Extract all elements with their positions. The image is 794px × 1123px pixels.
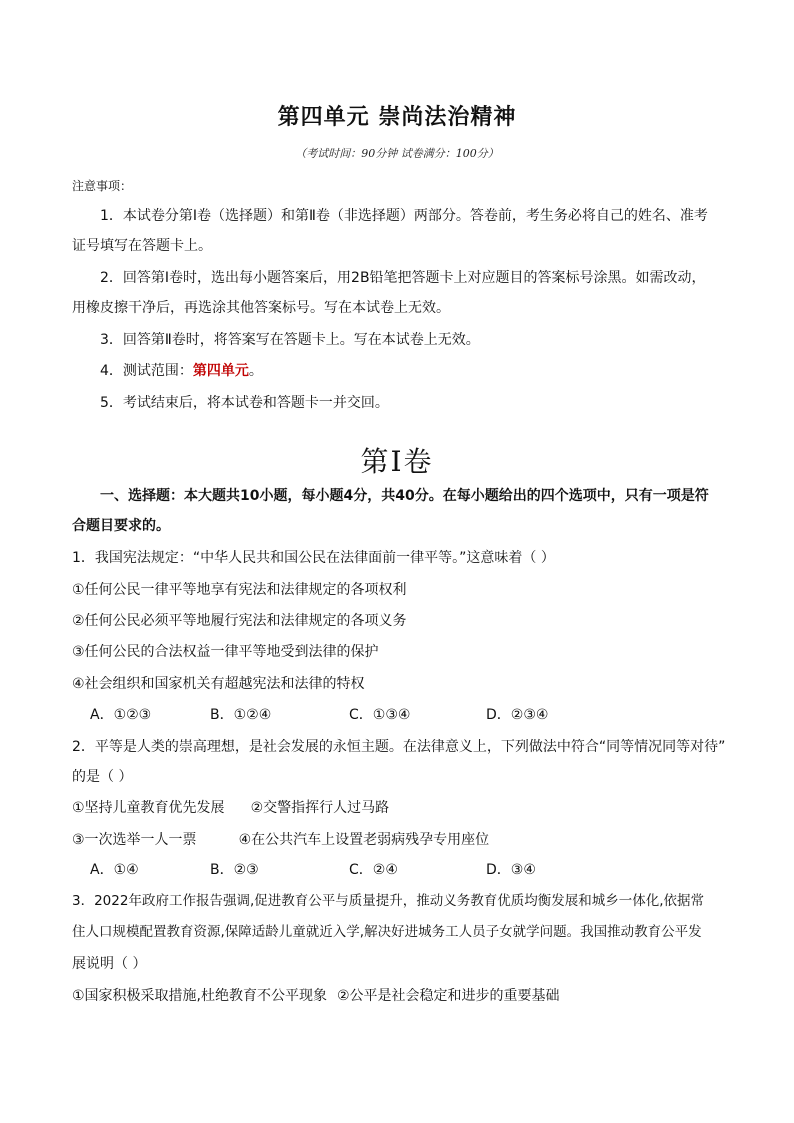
q1-statement-3: ③任何公民的合法权益一律平等地受到法律的保护 [72, 644, 379, 660]
section-title: 第Ⅰ卷 [360, 445, 434, 478]
q2-stem-b: 的是（ ） [72, 769, 133, 785]
q1-statement-2: ②任何公民必须平等地履行宪法和法律规定的各项义务 [72, 613, 407, 629]
q2-option-d: D．③④ [486, 862, 536, 878]
q2-option-c: C．②④ [349, 862, 398, 878]
note-2b: 用橡皮擦干净后，再选涂其他答案标号。写在本试卷上无效。 [72, 300, 450, 316]
q3-statement-2: ②公平是社会稳定和进步的重要基础 [337, 988, 560, 1004]
q1-option-a: A．①②③ [90, 707, 152, 723]
q2-statement-2: ②交警指挥行人过马路 [250, 800, 390, 816]
q1-statement-1: ①任何公民一律平等地享有宪法和法律规定的各项权利 [72, 582, 407, 598]
q3-statement-1: ①国家积极采取措施,杜绝教育不公平现象 [72, 988, 327, 1004]
section-instruction-a: 一、选择题：本大题共10小题，每小题4分，共40分。在每小题给出的四个选项中，只有一项是符 [100, 488, 709, 504]
note-4 [100, 361, 728, 381]
note-4-prefix: 4．测试范围： [100, 363, 193, 379]
exam-info: （考试时间：90分钟 试卷满分：100分） [295, 147, 499, 160]
note-1a: 1．本试卷分第Ⅰ卷（选择题）和第Ⅱ卷（非选择题）两部分。答卷前，考生务必将自己的姓名、准考 [100, 208, 708, 224]
q2-option-b: B．②③ [210, 862, 259, 878]
note-4-suffix: 。 [248, 363, 263, 379]
q2-statements-row-2 [72, 830, 728, 850]
note-2a: 2．回答第Ⅰ卷时，选出每小题答案后，用2B铅笔把答题卡上对应题目的答案标号涂黑。如需改动， [100, 270, 706, 286]
q1-stem: 1．我国宪法规定：“中华人民共和国公民在法律面前一律平等。”这意味着（ ） [72, 550, 555, 566]
q3-statements-row-1 [72, 986, 728, 1006]
q1-option-c: C．①③④ [349, 707, 411, 723]
q2-statement-4: ④在公共汽车上设置老弱病残孕专用座位 [238, 832, 490, 848]
note-5: 5．考试结束后，将本试卷和答题卡一并交回。 [100, 395, 389, 411]
q1-statement-4: ④社会组织和国家机关有超越宪法和法律的特权 [72, 676, 365, 692]
notes-heading: 注意事项： [72, 179, 133, 193]
test-scope-highlight: 第四单元 [192, 363, 249, 379]
q1-option-b: B．①②④ [210, 707, 272, 723]
page-title: 第四单元 崇尚法治精神 [277, 105, 517, 130]
q2-option-a: A．①④ [90, 862, 139, 878]
q2-stem-a: 2．平等是人类的崇高理想，是社会发展的永恒主题。在法律意义上，下列做法中符合“同等情况同等对待” [72, 739, 726, 755]
q3-stem-b: 住人口规模配置教育资源,保障适龄儿童就近入学,解决好进城务工人员子女就学问题。我国推动教育公平发 [72, 924, 702, 940]
q2-statement-3: ③一次选举一人一票 [72, 832, 197, 848]
q3-stem-a: 3．2022年政府工作报告强调,促进教育公平与质量提升，推动义务教育优质均衡发展和城乡一体化,依据常 [72, 893, 705, 909]
q2-statements-row-1 [72, 798, 728, 818]
q3-stem-c: 展说明（ ） [72, 956, 147, 972]
q1-option-d: D．②③④ [486, 707, 549, 723]
note-3: 3．回答第Ⅱ卷时，将答案写在答题卡上。写在本试卷上无效。 [100, 332, 480, 348]
note-1b: 证号填写在答题卡上。 [72, 238, 212, 254]
section-instruction-b: 合题目要求的。 [72, 518, 170, 534]
q2-statement-1: ①坚持儿童教育优先发展 [72, 800, 225, 816]
